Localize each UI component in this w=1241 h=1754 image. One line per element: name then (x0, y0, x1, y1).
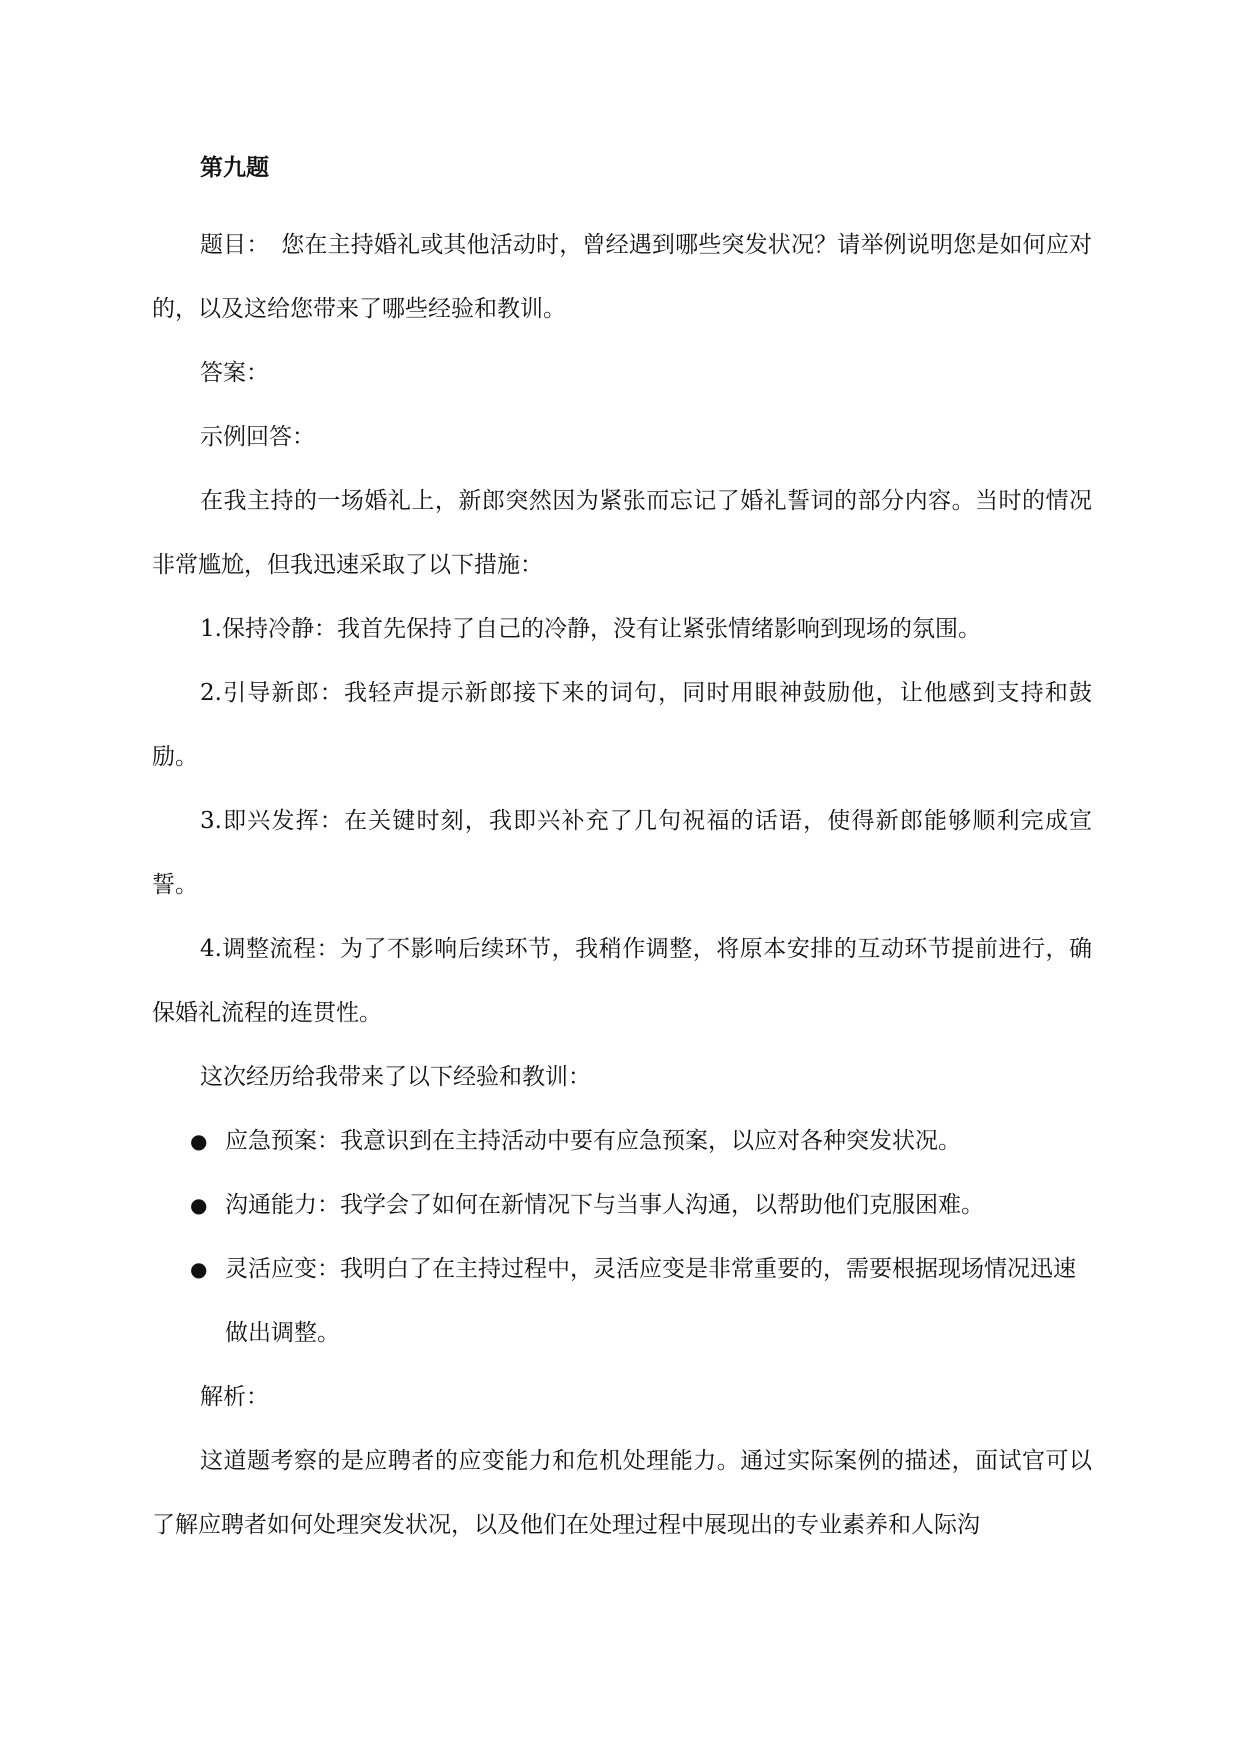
story-paragraph: 在我主持的一场婚礼上，新郎突然因为紧张而忘记了婚礼誓词的部分内容。当时的情况非常尴尬，但我迅速采取了以下措施： (152, 488, 1092, 578)
step-2: 2.引导新郎：我轻声提示新郎接下来的词句，同时用眼神鼓励他，让他感到支持和鼓励。 (152, 680, 1092, 770)
step-1: 1.保持冷静：我首先保持了自己的冷静，没有让紧张情绪影响到现场的氛围。 (200, 616, 981, 642)
document-body (152, 148, 1092, 1557)
lesson-text: 应急预案：我意识到在主持活动中要有应急预案，以应对各种突发状况。 (225, 1128, 961, 1154)
analysis-paragraph: 这道题考察的是应聘者的应变能力和危机处理能力。通过实际案例的描述，面试官可以了解应聘者如何处理突发状况，以及他们在处理过程中展现出的专业素养和人际沟 (152, 1448, 1092, 1538)
lesson-item-3 (152, 1237, 1092, 1365)
bullet-icon: ● (190, 1257, 208, 1281)
lesson-item-1 (152, 1109, 1092, 1173)
question-paragraph (152, 213, 1092, 341)
lesson-text: 沟通能力：我学会了如何在新情况下与当事人沟通，以帮助他们克服困难。 (225, 1192, 984, 1218)
step-4: 4.调整流程：为了不影响后续环节，我稍作调整，将原本安排的互动环节提前进行，确保婚礼流程的连贯性。 (152, 936, 1092, 1026)
lessons-intro: 这次经历给我带来了以下经验和教训： (200, 1064, 591, 1090)
analysis-label: 解析： (200, 1384, 269, 1410)
question-label: 题目： (200, 232, 259, 258)
lessons-list (152, 1109, 1092, 1365)
question-text: 您在主持婚礼或其他活动时，曾经遇到哪些突发状况？请举例说明您是如何应对的，以及这给您带来了哪些经验和教训。 (152, 232, 1093, 322)
bullet-icon: ● (190, 1129, 208, 1153)
question-heading: 第九题 (200, 155, 269, 181)
step-3: 3.即兴发挥：在关键时刻，我即兴补充了几句祝福的话语，使得新郎能够顺利完成宣誓。 (152, 808, 1092, 898)
lesson-text: 灵活应变：我明白了在主持过程中，灵活应变是非常重要的，需要根据现场情况迅速做出调整。 (225, 1256, 1076, 1346)
bullet-icon: ● (190, 1193, 208, 1217)
answer-label: 答案： (200, 360, 269, 386)
example-label: 示例回答： (200, 424, 315, 450)
lesson-item-2 (152, 1173, 1092, 1237)
